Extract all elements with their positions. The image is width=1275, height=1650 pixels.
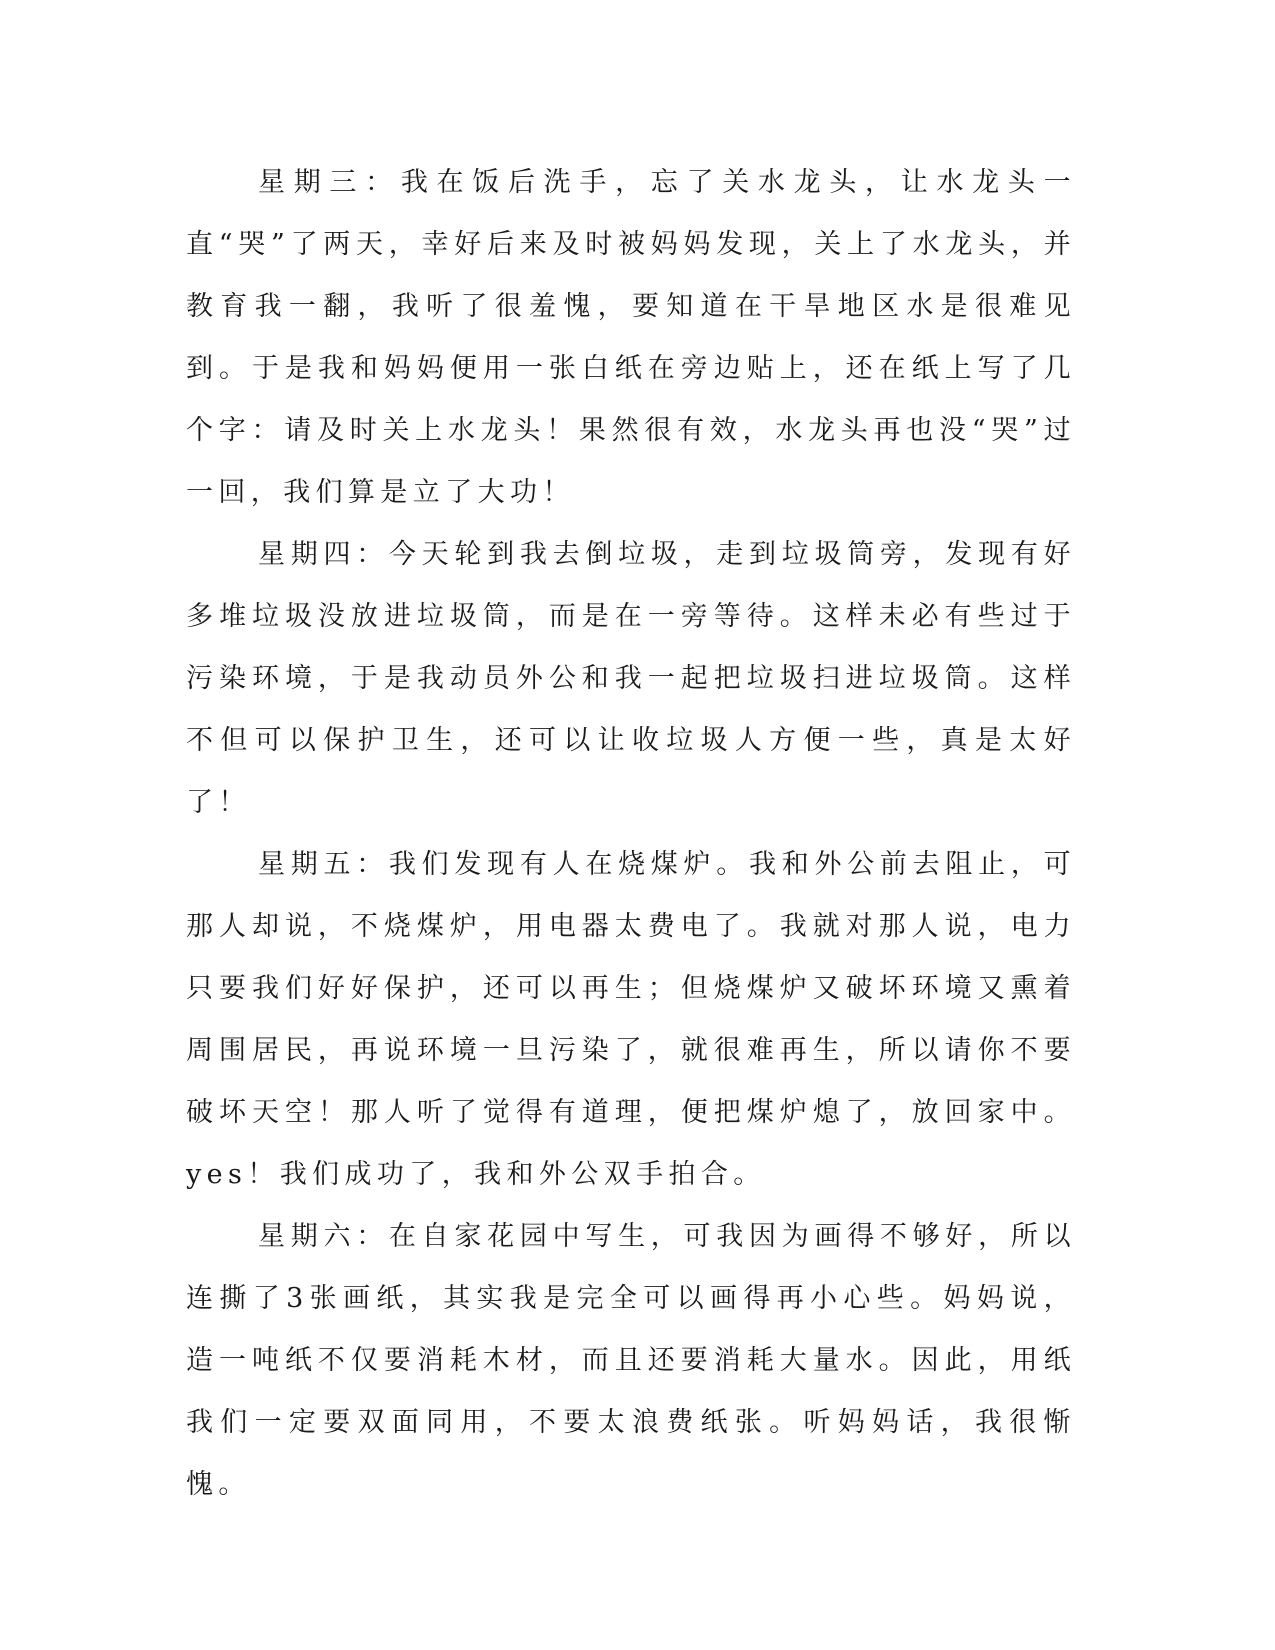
paragraph-friday: 星期五：我们发现有人在烧煤炉。我和外公前去阻止，可那人却说，不烧煤炉，用电器太费电了。我就对那人说，电力只要我们好好保护，还可以再生；但烧煤炉又破坏环境又熏着周围居民，再说环境一旦污染了，就很难再生，所以请你不要破坏天空！那人听了觉得有道理，便把煤炉熄了，放回家中。yes！我们成功了，我和外公双手拍合。 <box>186 849 1076 1190</box>
paragraph-wednesday: 星期三：我在饭后洗手，忘了关水龙头，让水龙头一直“哭”了两天，幸好后来及时被妈妈发现，关上了水龙头，并教育我一翻，我听了很羞愧，要知道在干旱地区水是很难见到。于是我和妈妈便用一张白纸在旁边贴上，还在纸上写了几个字：请及时关上水龙头！果然很有效，水龙头再也没“哭”过一回，我们算是立了大功！ <box>186 167 1076 508</box>
paragraph-thursday: 星期四：今天轮到我去倒垃圾，走到垃圾筒旁，发现有好多堆垃圾没放进垃圾筒，而是在一旁等待。这样未必有些过于污染环境，于是我动员外公和我一起把垃圾扫进垃圾筒。这样不但可以保护卫生，还可以让收垃圾人方便一些，真是太好了！ <box>186 539 1076 818</box>
paragraph-saturday: 星期六：在自家花园中写生，可我因为画得不够好，所以连撕了3张画纸，其实我是完全可以画得再小心些。妈妈说，造一吨纸不仅要消耗木材，而且还要消耗大量水。因此，用纸我们一定要双面同用，不要太浪费纸张。听妈妈话，我很惭愧。 <box>186 1221 1076 1500</box>
document-body <box>186 152 1076 1516</box>
